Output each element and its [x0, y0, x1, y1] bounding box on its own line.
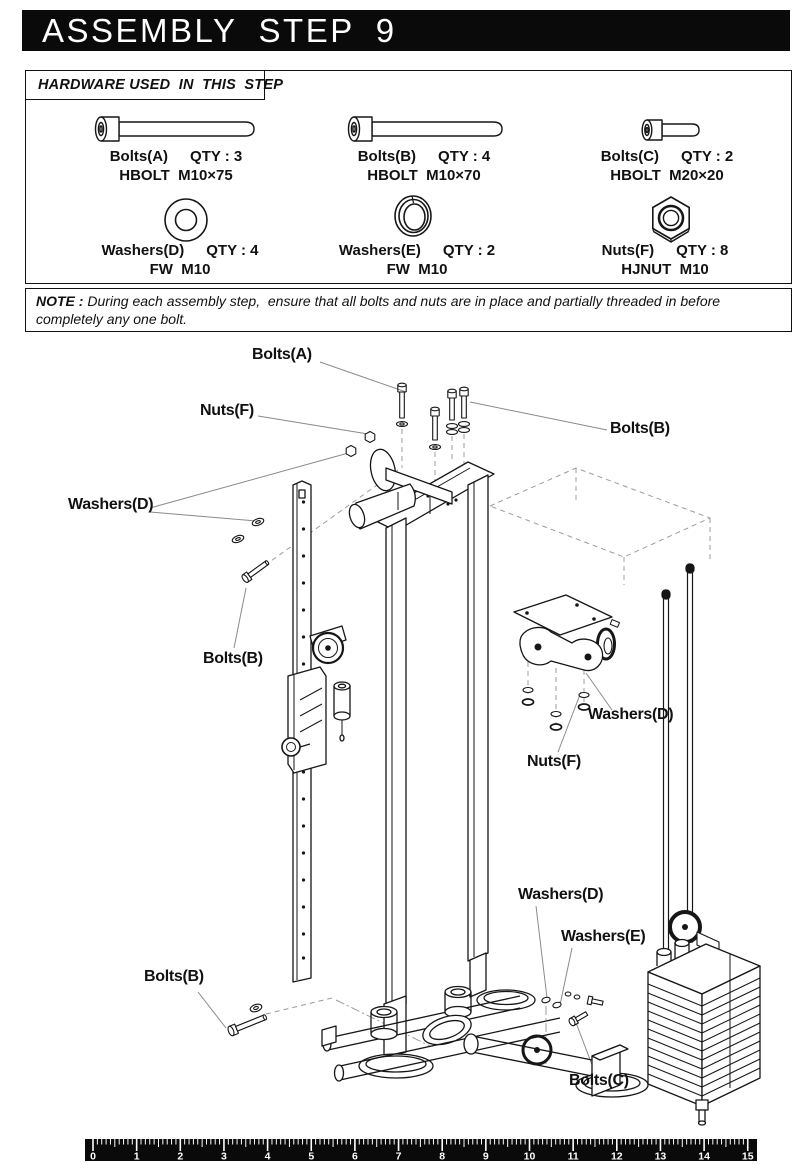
diagram-label-bolts-b-mid-left: Bolts(B)	[203, 650, 263, 667]
item-spec: HBOLT M10×75	[119, 167, 233, 184]
hardware-item-bolts-a	[46, 147, 306, 185]
pulley-bracket	[514, 595, 619, 671]
diagram-label-washers-d-mid: Washers(D)	[588, 706, 674, 723]
hardware-item-washers-e	[287, 241, 547, 279]
svg-text:10: 10	[523, 1150, 536, 1163]
item-qty: QTY : 8	[676, 242, 729, 259]
item-qty: QTY : 3	[190, 148, 243, 165]
ruler	[0, 1130, 810, 1164]
svg-text:15: 15	[741, 1150, 754, 1163]
diagram-label-nuts-f-top: Nuts(F)	[200, 402, 254, 419]
svg-text:13: 13	[654, 1150, 667, 1163]
flat-washer-icon	[162, 196, 210, 244]
hardware-item-bolts-b	[294, 147, 554, 185]
item-name: Bolts(B)	[357, 148, 417, 165]
item-name: Bolts(A)	[109, 148, 169, 165]
svg-text:8: 8	[439, 1150, 446, 1163]
guide-rods	[662, 564, 694, 950]
hardware-box-header: HARDWARE USED IN THIS STEP	[25, 70, 265, 100]
diagram-label-bolts-a: Bolts(A)	[252, 346, 312, 363]
item-spec: FW M10	[386, 261, 448, 278]
item-name: Bolts(C)	[600, 148, 660, 165]
svg-text:2: 2	[177, 1150, 184, 1163]
item-spec: HBOLT M20×20	[610, 167, 724, 184]
svg-text:6: 6	[351, 1150, 358, 1163]
frame	[370, 462, 494, 1012]
item-qty: QTY : 4	[438, 148, 491, 165]
svg-text:14: 14	[698, 1150, 710, 1163]
long-bolt-icon	[346, 112, 508, 146]
hex-nut-icon	[649, 195, 695, 247]
diagram-label-bolts-b-bottom-left: Bolts(B)	[144, 968, 204, 985]
svg-text:9: 9	[482, 1150, 489, 1163]
short-bolt-icon	[640, 116, 704, 144]
diagram-label-bolts-b-top-right: Bolts(B)	[610, 420, 670, 437]
svg-text:11: 11	[567, 1150, 579, 1163]
item-spec: HJNUT M10	[621, 261, 709, 278]
svg-text:4: 4	[264, 1150, 271, 1163]
long-bolt-icon	[93, 112, 261, 146]
note-text: During each assembly step, ensure that all bolts and nuts are in place and partially threaded in before completely any one bolt.	[36, 293, 724, 327]
hardware-item-washers-d	[50, 241, 310, 279]
exploded-bottom-left-bolt	[227, 1003, 268, 1037]
diagram-label-nuts-f-mid: Nuts(F)	[527, 753, 581, 770]
hardware-item-nuts-f	[535, 241, 795, 279]
note-box	[25, 288, 792, 332]
item-name: Washers(E)	[338, 242, 421, 259]
assembly-diagram	[0, 340, 810, 1130]
diagram-label-bolts-c: Bolts(C)	[569, 1072, 629, 1089]
svg-text:0: 0	[90, 1150, 96, 1163]
diagram-label-washers-d-bottom: Washers(D)	[518, 886, 604, 903]
svg-text:12: 12	[610, 1150, 623, 1163]
exploded-base-fasteners	[541, 992, 603, 1027]
item-name: Washers(D)	[101, 242, 185, 259]
diagram-label-washers-e: Washers(E)	[561, 928, 646, 945]
item-qty: QTY : 4	[206, 242, 259, 259]
hardware-item-bolts-c	[537, 147, 797, 185]
item-qty: QTY : 2	[442, 242, 496, 259]
svg-text:5: 5	[308, 1150, 315, 1163]
item-qty: QTY : 2	[681, 148, 734, 165]
tilted-washer-icon	[392, 193, 436, 239]
item-name: Nuts(F)	[601, 242, 655, 259]
exploded-top-bolts	[397, 383, 470, 449]
page-title: ASSEMBLY STEP 9	[22, 10, 790, 51]
svg-text:7: 7	[395, 1150, 402, 1163]
svg-text:3: 3	[221, 1150, 227, 1163]
note-label: NOTE :	[36, 293, 88, 309]
carriage-assembly	[282, 626, 350, 773]
diagram-label-washers-d-left: Washers(D)	[68, 496, 154, 513]
item-spec: HBOLT M10×70	[367, 167, 481, 184]
item-spec: FW M10	[149, 261, 211, 278]
svg-text:1: 1	[133, 1150, 140, 1163]
